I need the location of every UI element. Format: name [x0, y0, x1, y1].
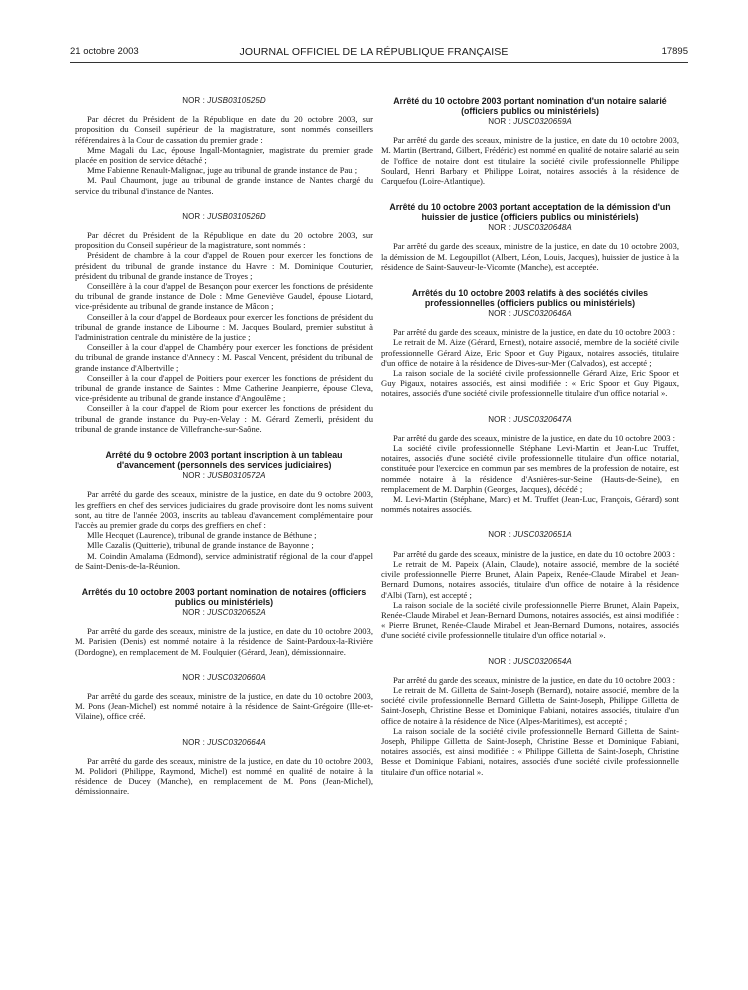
nor-label: NOR : — [488, 223, 514, 233]
notice-section — [381, 202, 679, 272]
nor-code: JUSB0310572A — [207, 471, 266, 481]
nor-reference — [381, 415, 679, 425]
nor-reference — [381, 223, 679, 233]
header-rule — [70, 62, 688, 63]
notice-paragraph: Par arrêté du garde des sceaux, ministre de la justice, en date du 10 octobre 2003, M. Polidori (Philippe, Raymond, Michel) est nommé en qualité de notaire à la résidence de Ducey (Manche), en remplacement de M. Pons (Jean-Michel), démissionnaire. — [75, 755, 373, 797]
nor-label: NOR : — [182, 672, 208, 682]
notice-section — [381, 530, 679, 640]
notice-paragraph: Conseiller à la cour d'appel de Riom pour exercer les fonctions de président du tribunal de grande instance du Puy-en-Velay : M. Gérard Zemerli, président du tribunal de grande instance de Villefranche-sur-Saône. — [75, 403, 373, 434]
notice-paragraph: Par arrêté du garde des sceaux, ministre de la justice, en date du 10 octobre 2003, M. Pons (Jean-Michel) est nommé notaire à la résidence de Saint-Grégoire (Ille-et-Vilaine), office créé. — [75, 690, 373, 722]
nor-label: NOR : — [182, 471, 208, 481]
notice-section — [381, 657, 679, 777]
nor-code: JUSC0320654A — [513, 656, 572, 666]
nor-code: JUSB0310526D — [207, 211, 266, 221]
notice-paragraph: Par arrêté du garde des sceaux, ministre de la justice, en date du 10 octobre 2003, M. Parisien (Denis) est nommé notaire à la résidence de Saint-Pardoux-la-Rivière (Dordogne), en remplacement de M. Foulquier (Gérard, Jean), démissionnaire. — [75, 626, 373, 657]
header-title: JOURNAL OFFICIEL DE LA RÉPUBLIQUE FRANÇAISE — [239, 46, 509, 58]
nor-code: JUSC0320652A — [207, 607, 266, 617]
nor-reference — [75, 738, 373, 748]
nor-reference — [75, 608, 373, 618]
nor-code: JUSC0320647A — [513, 414, 572, 424]
notice-section — [75, 450, 373, 571]
nor-code: JUSC0320660A — [207, 672, 266, 682]
notice-title: Arrêté du 10 octobre 2003 portant acceptation de la démission d'un huissier de justice (officiers publics ou ministériels) — [389, 202, 671, 223]
notice-paragraph: Par arrêté du garde des sceaux, ministre de la justice, en date du 10 octobre 2003 : — [393, 327, 676, 338]
nor-reference — [75, 471, 373, 481]
header-date: 21 octobre 2003 — [70, 46, 139, 57]
notice-paragraph: Par arrêté du garde des sceaux, ministre de la justice, en date du 10 octobre 2003, M. Martin (Bertrand, Gilbert, Frédéric) est nommé en qualité de notaire salarié au sein de l'office de notaire dont est titulaire la société civile professionnelle Philippe Soulard, Henri Barbary et Philippe Loirat, notaires associés à la résidence de Carquefou (Loire-Atlantique). — [381, 135, 679, 187]
notice-paragraph: Par arrêté du garde des sceaux, ministre de la justice, en date du 10 octobre 2003, la démission de M. Legoupillot (Albert, Léon, Louis, Jacques), huissier de justice à la résidence de Saint-Sauveur-le-Vicomte (Manche), est acceptée. — [381, 241, 679, 272]
notice-paragraph: M. Levi-Martin (Stéphane, Marc) et M. Truffet (Jean-Luc, François, Gérard) sont nommés notaires associés. — [381, 494, 679, 515]
nor-reference — [381, 117, 679, 127]
notice-section — [381, 96, 679, 186]
notice-title: Arrêtés du 10 octobre 2003 relatifs à des sociétés civiles professionnelles (officiers publics ou ministériels) — [411, 288, 649, 309]
notice-title: Arrêté du 10 octobre 2003 portant nomination d'un notaire salarié (officiers publics ou ministériels) — [393, 96, 667, 116]
notice-paragraph: Mlle Hecquet (Laurence), tribunal de grande instance de Béthune ; — [87, 530, 317, 541]
notice-paragraph: Le retrait de M. Gilletta de Saint-Joseph (Bernard), notaire associé, membre de la société civile professionnelle Bernard Gilletta de Saint-Joseph, Philippe Gilletta de Saint-Joseph, Christine Besse et Dominique Fabiani, notaires associés, titulaire d'un office de notaire à la résidence de Nice (Alpes-Maritimes), est accepté ; — [381, 684, 679, 726]
notice-paragraph: La raison sociale de la société civile professionnelle Bernard Gilletta de Saint-Joseph, Philippe Gilletta de Saint-Joseph, Christine Besse et Dominique Fabiani, notaires associés, est ainsi modifiée : « Philippe Gilletta de Saint-Joseph, Christine Besse et Dominique Fabiani, notaires, associés d'une société civile professionnelle titulaire d'un office notarial ». — [381, 725, 679, 777]
nor-label: NOR : — [488, 530, 514, 540]
notice-section — [75, 96, 373, 196]
notice-paragraph: Par arrêté du garde des sceaux, ministre de la justice, en date du 10 octobre 2003 : — [393, 432, 676, 443]
notice-section — [381, 288, 679, 399]
nor-reference — [381, 530, 679, 540]
notice-paragraph: Par décret du Président de la République en date du 20 octobre 2003, sur proposition du Conseil supérieur de la magistrature, sont nommés : — [75, 230, 373, 251]
notice-paragraph: Mlle Cazalis (Quitterie), tribunal de grande instance de Bayonne ; — [87, 540, 314, 551]
notice-section — [75, 587, 373, 657]
notice-title: Arrêtés du 10 octobre 2003 portant nomination de notaires (officiers publics ou ministériels) — [81, 586, 367, 607]
notice-paragraph: Mme Fabienne Renault-Malignac, juge au tribunal de grande instance de Pau ; — [87, 165, 358, 176]
nor-label: NOR : — [182, 96, 208, 105]
notice-paragraph: La société civile professionnelle Stéphane Levi-Martin et Jean-Luc Truffet, notaires, associés d'une société civile professionnelle titulaire d'un office notarial, constituée pour l'exercice en commun par ses membres de la profession de notaire, est nommée notaire à la résidence d'Asnières-sur-Seine (Hauts-de-Seine), en remplacement de M. Darphin (Georges, Jacques), décédé ; — [381, 443, 679, 494]
nor-label: NOR : — [488, 656, 514, 666]
notice-paragraph: Par arrêté du garde des sceaux, ministre de la justice, en date du 10 octobre 2003 : — [393, 548, 676, 559]
nor-reference — [381, 309, 679, 319]
nor-reference — [75, 212, 373, 222]
nor-code: JUSC0320648A — [513, 223, 572, 233]
notice-paragraph: Conseiller à la cour d'appel de Chambéry pour exercer les fonctions de président du tribunal de grande instance d'Annecy : M. Pascal Vencent, président du tribunal de grande instance d'Albertville ; — [75, 342, 373, 373]
nor-reference — [75, 96, 373, 106]
notice-paragraph: Conseiller à la cour d'appel de Bordeaux pour exercer les fonctions de président du tribunal de grande instance de Libourne : M. Jacques Boulard, premier substitut à l'administration centrale du ministère de la justice ; — [75, 311, 373, 343]
notice-paragraph: M. Coindin Amalama (Edmond), service administratif régional de la cour d'appel de Saint-Denis-de-la-Réunion. — [75, 550, 373, 571]
nor-code: JUSC0320651A — [513, 530, 572, 540]
nor-label: NOR : — [488, 117, 514, 126]
nor-label: NOR : — [488, 309, 514, 319]
notice-section — [75, 212, 373, 434]
notice-title: Arrêté du 9 octobre 2003 portant inscription à un tableau d'avancement (personnels des services judiciaires) — [105, 450, 343, 471]
nor-reference — [381, 657, 679, 667]
notice-paragraph: Le retrait de M. Aize (Gérard, Ernest), notaire associé, membre de la société civile professionnelle Gérard Aize, Eric Spoor et Guy Pigaux, notaires associés, titulaire d'un office de notaire à la résidence de Dives-sur-Mer (Calvados), est accepté ; — [381, 337, 679, 368]
nor-reference — [75, 673, 373, 683]
nor-code: JUSC0320664A — [207, 737, 266, 747]
nor-label: NOR : — [182, 737, 208, 747]
nor-label: NOR : — [488, 414, 514, 424]
notice-paragraph: La raison sociale de la société civile professionnelle Pierre Brunet, Alain Papeix, Renée-Claude Mirabel et Jean-Bernard Dumons, notaires associés, est ainsi modifiée : « Pierre Brunet, Renée-Claude Mirabel et Jean-Bernard Dumons, notaires, associés d'une société civile professionnelle titulaire d'un office notarial ». — [381, 599, 679, 641]
left-column — [75, 96, 373, 813]
notice-paragraph: M. Paul Chaumont, juge au tribunal de grande instance de Nantes chargé du service du tribunal d'instance de Nantes. — [75, 175, 373, 196]
nor-label: NOR : — [182, 211, 208, 221]
notice-section — [75, 738, 373, 797]
nor-code: JUSC0320659A — [513, 117, 572, 126]
header-page-number: 17895 — [661, 46, 688, 57]
notice-paragraph: Président de chambre à la cour d'appel de Rouen pour exercer les fonctions de président du tribunal de grande instance du Havre : M. Dominique Couturier, président du tribunal de grande instance de Troyes ; — [75, 250, 373, 281]
notice-section — [381, 415, 679, 515]
notice-paragraph: Mme Magali du Lac, épouse Ingall-Montagnier, magistrate du premier grade placée en position de service détaché ; — [75, 144, 373, 166]
notice-paragraph: Conseillère à la cour d'appel de Besançon pour exercer les fonctions de présidente du tribunal de grande instance de Dole : Mme Geneviève Gaudel, épouse Liotard, vice-présidente au tribunal de grande instance de Mâcon ; — [75, 281, 373, 312]
right-column — [381, 96, 679, 793]
notice-paragraph: Par arrêté du garde des sceaux, ministre de la justice, en date du 10 octobre 2003 : — [393, 674, 676, 685]
notice-paragraph: Par arrêté du garde des sceaux, ministre de la justice, en date du 9 octobre 2003, les greffiers en chef des services judiciaires du grade provisoire dont les noms suivent sont, au titre de l'année 2003, inscrits au tableau d'avancement complémentaire pour l'accès au premier grade du corps des greffiers en chef : — [75, 489, 373, 530]
notice-section — [75, 673, 373, 722]
notice-paragraph: Le retrait de M. Papeix (Alain, Claude), notaire associé, membre de la société civile professionnelle Pierre Brunet, Alain Papeix, Renée-Claude Mirabel et Jean-Bernard Dumons, notaires associés, titulaire d'un office de notaire à la résidence d'Albi (Tarn), est accepté ; — [381, 558, 679, 600]
nor-code: JUSC0320646A — [513, 309, 572, 319]
nor-label: NOR : — [182, 607, 208, 617]
nor-code: JUSB0310525D — [207, 96, 266, 105]
notice-paragraph: La raison sociale de la société civile professionnelle Gérard Aize, Eric Spoor et Guy Pigaux, notaires associés, est ainsi modifiée : « Eric Spoor et Guy Pigaux, notaires, associés d'une société civile professionnelle titulaire d'un office notarial ». — [381, 368, 679, 399]
notice-paragraph: Conseiller à la cour d'appel de Poitiers pour exercer les fonctions de président du tribunal de grande instance de Saintes : Mme Catherine Jeanpierre, épouse Cleva, vice-présidente au tribunal de grande instance d'Angoulême ; — [75, 372, 373, 404]
notice-paragraph: Par décret du Président de la République en date du 20 octobre 2003, sur proposition du Conseil supérieur de la magistrature, sont nommés conseillers référendaires à la Cour de cassation du premier grade : — [75, 114, 373, 145]
